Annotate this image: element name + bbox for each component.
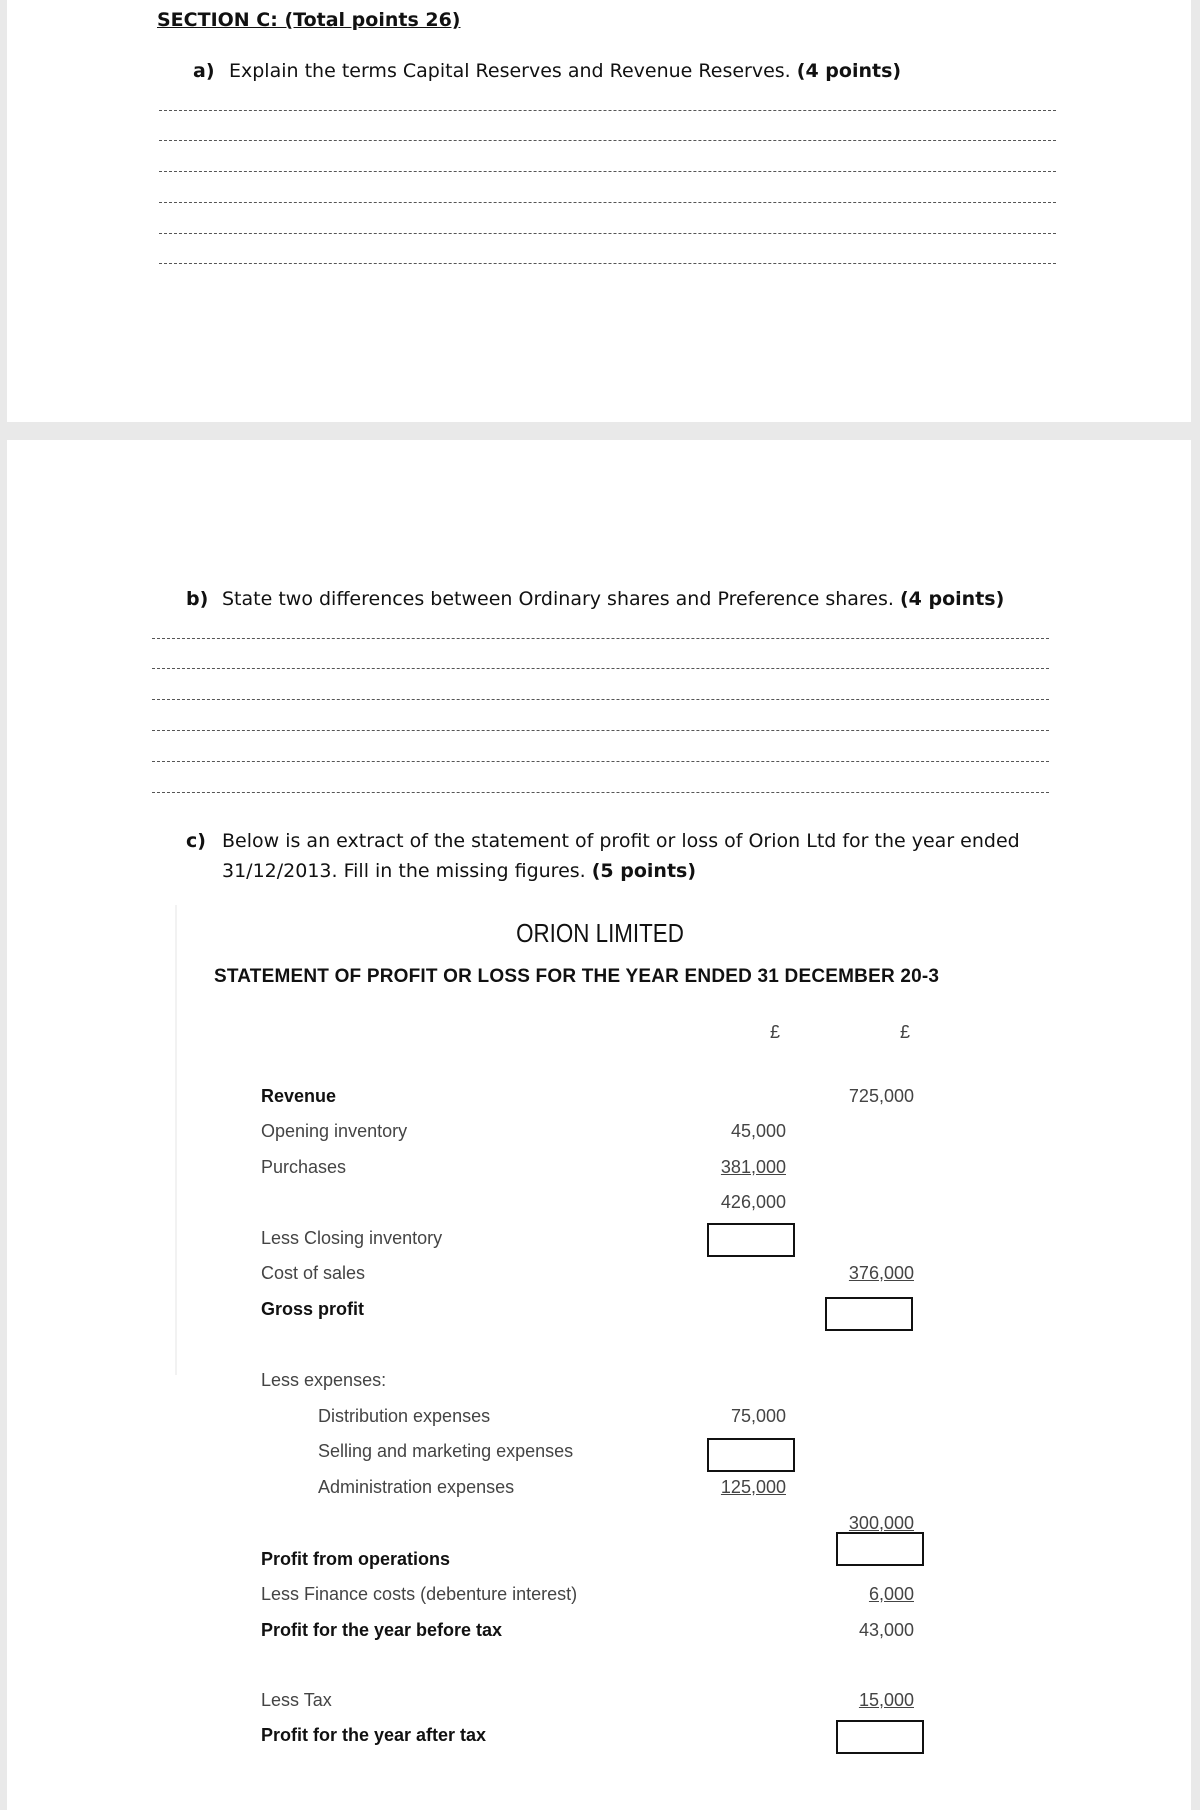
answer-line[interactable] — [159, 171, 1056, 172]
worksheet-page-2 — [7, 440, 1191, 1810]
tax-value: 15,000 — [858, 1690, 914, 1710]
opening-inventory-label: Opening inventory — [261, 1121, 408, 1141]
question-b-label: b) — [186, 588, 209, 610]
closing-inventory-answer-box[interactable] — [707, 1223, 795, 1257]
finance-costs-value: 6,000 — [868, 1584, 914, 1604]
answer-line[interactable] — [152, 699, 1049, 700]
cost-of-sales-value: 376,000 — [848, 1263, 914, 1283]
company-name: ORION LIMITED — [516, 918, 684, 948]
purchases-value: 381,000 — [720, 1157, 786, 1177]
currency-col1: £ — [770, 1022, 781, 1042]
finance-costs-label: Less Finance costs (debenture interest) — [261, 1584, 578, 1604]
answer-line[interactable] — [152, 792, 1049, 793]
answer-line[interactable] — [152, 761, 1049, 762]
question-b-text: State two differences between Ordinary shares and Preference shares. (4 points) — [222, 588, 1005, 610]
profit-operations-label: Profit from operations — [261, 1549, 451, 1569]
closing-inventory-label: Less Closing inventory — [261, 1228, 443, 1248]
total-expenses-value: 300,000 — [848, 1513, 914, 1533]
question-a-text: Explain the terms Capital Reserves and Revenue Reserves. (4 points) — [229, 60, 902, 82]
divider — [175, 905, 177, 1375]
profit-before-tax-value: 43,000 — [858, 1620, 914, 1640]
opening-inventory-value: 45,000 — [730, 1121, 786, 1141]
answer-line[interactable] — [159, 110, 1056, 111]
administration-value: 125,000 — [720, 1477, 786, 1497]
revenue-label: Revenue — [261, 1086, 337, 1106]
answer-line[interactable] — [152, 730, 1049, 731]
answer-line[interactable] — [152, 668, 1049, 669]
less-expenses-label: Less expenses: — [261, 1370, 387, 1390]
section-title: SECTION C: (Total points 26) — [157, 9, 461, 31]
worksheet-page-1 — [7, 0, 1191, 422]
answer-line[interactable] — [159, 202, 1056, 203]
selling-label: Selling and marketing expenses — [318, 1441, 574, 1461]
currency-col2: £ — [900, 1022, 911, 1042]
answer-line[interactable] — [152, 638, 1049, 639]
cost-of-sales-label: Cost of sales — [261, 1263, 366, 1283]
administration-label: Administration expenses — [318, 1477, 515, 1497]
distribution-value: 75,000 — [730, 1406, 786, 1426]
purchases-label: Purchases — [261, 1157, 347, 1177]
question-c-line2: 31/12/2013. Fill in the missing figures. (5 points) — [222, 860, 697, 882]
gross-profit-answer-box[interactable] — [825, 1297, 913, 1331]
tax-label: Less Tax — [261, 1690, 332, 1710]
question-c-label: c) — [186, 830, 206, 852]
answer-line[interactable] — [159, 140, 1056, 141]
answer-line[interactable] — [159, 263, 1056, 264]
selling-answer-box[interactable] — [707, 1438, 795, 1472]
profit-after-tax-answer-box[interactable] — [836, 1720, 924, 1754]
statement-title: STATEMENT OF PROFIT OR LOSS FOR THE YEAR ENDED 31 DECEMBER 20-3 — [214, 966, 940, 987]
question-a-label: a) — [193, 60, 215, 82]
profit-before-tax-label: Profit for the year before tax — [261, 1620, 503, 1640]
distribution-label: Distribution expenses — [318, 1406, 491, 1426]
gross-profit-label: Gross profit — [261, 1299, 365, 1319]
answer-line[interactable] — [159, 233, 1056, 234]
revenue-value: 725,000 — [848, 1086, 914, 1106]
question-c-line1: Below is an extract of the statement of profit or loss of Orion Ltd for the year ended — [222, 830, 1020, 852]
subtotal-value: 426,000 — [720, 1192, 786, 1212]
profit-operations-answer-box[interactable] — [836, 1532, 924, 1566]
profit-after-tax-label: Profit for the year after tax — [261, 1725, 487, 1745]
